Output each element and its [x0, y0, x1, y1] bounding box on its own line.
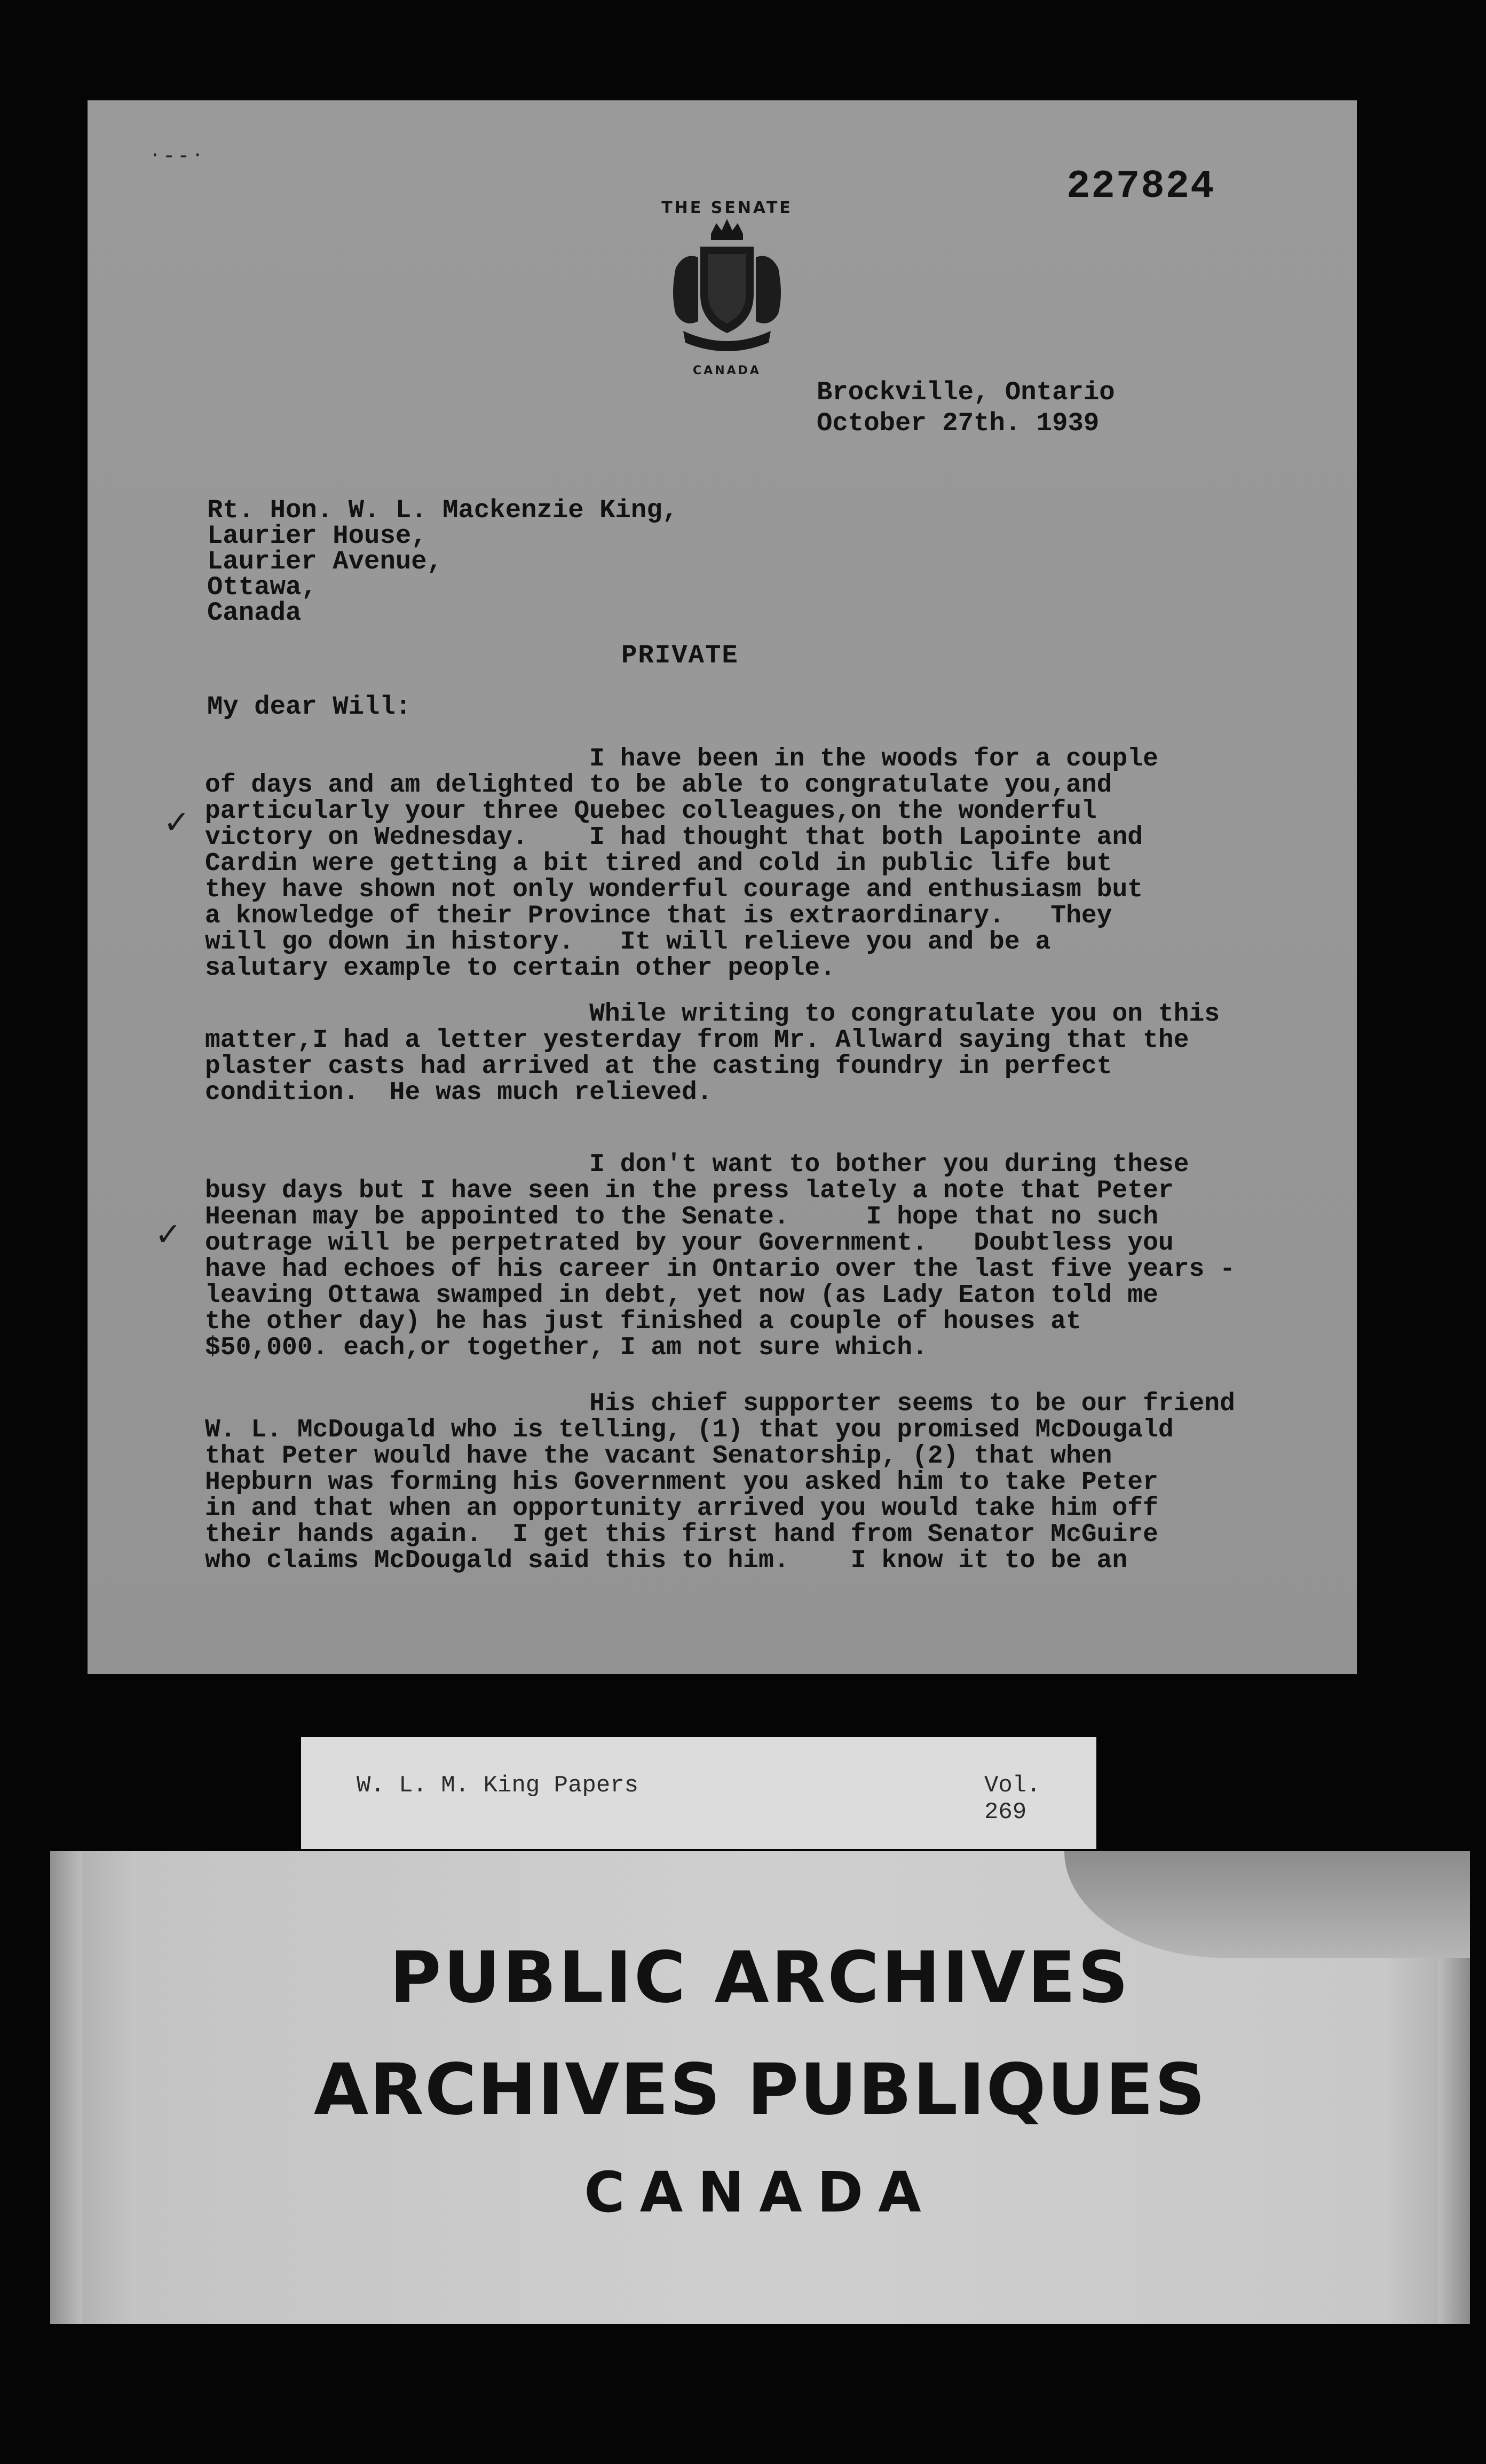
seal-top-text: THE SENATE	[661, 199, 793, 217]
margin-check-icon: ✓	[163, 804, 191, 841]
archives-title-fr: ARCHIVES PUBLIQUES	[313, 2049, 1206, 2131]
text-line: particularly your three Quebec colleagues,on the wonderful	[205, 797, 1097, 826]
text-line: I don't want to bother you during these	[205, 1150, 1189, 1179]
margin-check-icon: ✓	[155, 1216, 182, 1253]
place-line: Brockville, Ontario	[817, 377, 1115, 407]
text-line: will go down in history. It will relieve you and be a	[205, 928, 1051, 957]
text-line: Heenan may be appointed to the Senate. I hope that no such	[205, 1203, 1158, 1231]
private-marking: PRIVATE	[621, 641, 739, 670]
archives-title-en: PUBLIC ARCHIVES	[389, 1937, 1131, 2019]
paragraph-3	[205, 1152, 1337, 1361]
seal-bottom-text: CANADA	[693, 364, 761, 377]
address-line: Laurier House,	[207, 521, 427, 551]
text-line: of days and am delighted to be able to congratulate you,and	[205, 771, 1112, 800]
text-line: $50,000. each,or together, I am not sure which.	[205, 1333, 928, 1362]
address-line: Canada	[207, 598, 302, 628]
text-line: Hepburn was forming his Government you asked him to take Peter	[205, 1468, 1158, 1497]
text-line: leaving Ottawa swamped in debt, yet now (as Lady Eaton told me	[205, 1281, 1158, 1310]
address-line: Laurier Avenue,	[207, 547, 443, 576]
inside-address	[207, 497, 678, 626]
text-line: busy days but I have seen in the press lately a note that Peter	[205, 1176, 1174, 1205]
text-line: outrage will be perpetrated by your Government. Doubtless you	[205, 1229, 1174, 1258]
document-number: 227824	[1066, 164, 1215, 209]
text-line: condition. He was much relieved.	[205, 1078, 713, 1107]
text-line: plaster casts had arrived at the casting foundry in perfect	[205, 1052, 1112, 1081]
date-line: October 27th. 1939	[817, 408, 1100, 438]
text-line: While writing to congratulate you on this	[205, 1000, 1220, 1029]
scan-specks: · - - ·	[152, 143, 201, 168]
text-line: have had echoes of his career in Ontario over the last five years -	[205, 1255, 1235, 1284]
coat-of-arms-icon	[638, 188, 816, 391]
archives-country: CANADA	[584, 2160, 936, 2225]
text-line: their hands again. I get this first hand from Senator McGuire	[205, 1520, 1158, 1549]
senate-seal	[638, 188, 816, 391]
reference-slip	[301, 1737, 1096, 1849]
address-line: Rt. Hon. W. L. Mackenzie King,	[207, 495, 678, 525]
paragraph-4	[205, 1391, 1337, 1574]
letter-sheet	[88, 100, 1357, 1674]
paragraph-2	[205, 1001, 1337, 1106]
collection-label: W. L. M. King Papers	[357, 1772, 639, 1799]
archives-box	[50, 1851, 1470, 2324]
text-line: a knowledge of their Province that is extraordinary. They	[205, 902, 1112, 930]
text-line: Cardin were getting a bit tired and cold in public life but	[205, 849, 1112, 878]
text-line: matter,I had a letter yesterday from Mr. Allward saying that the	[205, 1026, 1189, 1055]
text-line: His chief supporter seems to be our friend	[205, 1389, 1235, 1418]
text-line: they have shown not only wonderful courage and enthusiasm but	[205, 875, 1143, 904]
volume-label: Vol. 269	[984, 1772, 1041, 1826]
salutation: My dear Will:	[207, 692, 412, 722]
text-line: the other day) he has just finished a couple of houses at	[205, 1307, 1081, 1336]
text-line: salutary example to certain other people.	[205, 954, 835, 983]
text-line: in and that when an opportunity arrived you would take him off	[205, 1494, 1158, 1523]
text-line: I have been in the woods for a couple	[205, 745, 1158, 773]
text-line: that Peter would have the vacant Senatorship, (2) that when	[205, 1442, 1112, 1471]
text-line: W. L. McDougald who is telling, (1) that you promised McDougald	[205, 1416, 1174, 1444]
paragraph-1	[205, 746, 1337, 982]
text-line: victory on Wednesday. I had thought that both Lapointe and	[205, 823, 1143, 852]
dateline	[817, 377, 1115, 439]
address-line: Ottawa,	[207, 572, 317, 602]
text-line: who claims McDougald said this to him. I know it to be an	[205, 1546, 1128, 1575]
